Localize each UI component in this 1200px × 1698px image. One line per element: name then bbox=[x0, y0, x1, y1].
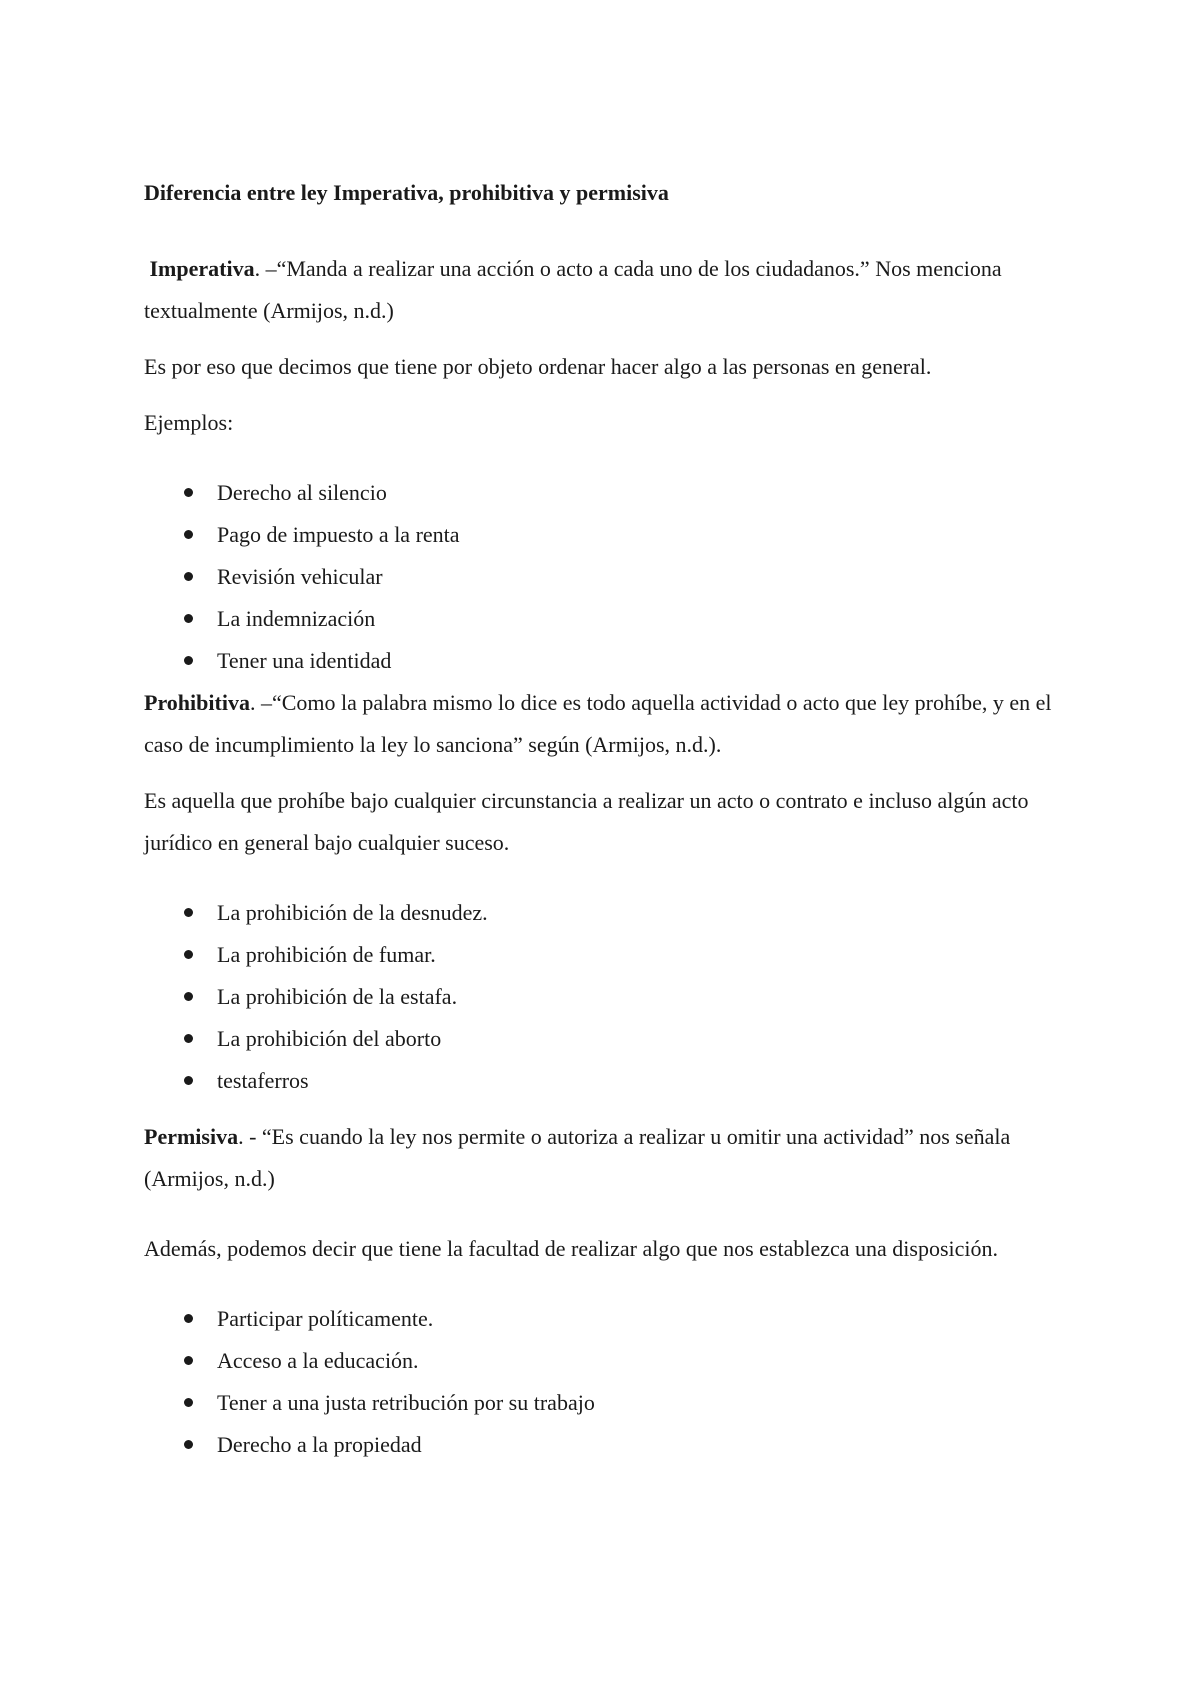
list-item: Tener una identidad bbox=[184, 640, 1056, 682]
permisiva-term: Permisiva bbox=[144, 1124, 239, 1149]
list-item: La prohibición de fumar. bbox=[184, 934, 1056, 976]
bullet-icon bbox=[184, 530, 193, 539]
list-item: Tener a una justa retribución por su trabajo bbox=[184, 1382, 1056, 1424]
document-page bbox=[144, 172, 1056, 1466]
prohibitiva-term: Prohibitiva bbox=[144, 690, 250, 715]
document-title: Diferencia entre ley Imperativa, prohibitiva y permisiva bbox=[144, 180, 669, 205]
list-item: La prohibición de la estafa. bbox=[184, 976, 1056, 1018]
bullet-icon bbox=[184, 992, 193, 1001]
list-item: Derecho a la propiedad bbox=[184, 1424, 1056, 1466]
list-item: Revisión vehicular bbox=[184, 556, 1056, 598]
list-item: Pago de impuesto a la renta bbox=[184, 514, 1056, 556]
imperativa-term: Imperativa bbox=[149, 256, 255, 281]
permisiva-definition-text: . - “Es cuando la ley nos permite o autoriza a realizar u omitir una actividad” nos señala (Armijos, n.d.) bbox=[144, 1124, 1011, 1191]
permisiva-explanation: Además, podemos decir que tiene la facultad de realizar algo que nos establezca una disposición. bbox=[144, 1236, 999, 1261]
bullet-icon bbox=[184, 1356, 193, 1365]
permisiva-examples-list bbox=[144, 1298, 1056, 1466]
list-item: La prohibición de la desnudez. bbox=[184, 892, 1056, 934]
list-item: La prohibición del aborto bbox=[184, 1018, 1056, 1060]
imperativa-definition-text: . –“Manda a realizar una acción o acto a cada uno de los ciudadanos.” Nos menciona textualmente (Armijos, n.d.) bbox=[144, 256, 1002, 323]
list-item: Participar políticamente. bbox=[184, 1298, 1056, 1340]
bullet-icon bbox=[184, 1034, 193, 1043]
list-item: testaferros bbox=[184, 1060, 1056, 1102]
prohibitiva-definition-text: . –“Como la palabra mismo lo dice es todo aquella actividad o acto que ley prohíbe, y en el caso de incumplimiento la ley lo sanciona” según (Armijos, n.d.). bbox=[144, 690, 1052, 757]
bullet-icon bbox=[184, 950, 193, 959]
bullet-icon bbox=[184, 488, 193, 497]
prohibitiva-definition bbox=[144, 682, 1056, 766]
list-item: Acceso a la educación. bbox=[184, 1340, 1056, 1382]
bullet-icon bbox=[184, 614, 193, 623]
imperativa-definition bbox=[144, 248, 1056, 332]
bullet-icon bbox=[184, 1398, 193, 1407]
imperativa-explanation: Es por eso que decimos que tiene por objeto ordenar hacer algo a las personas en general. bbox=[144, 354, 932, 379]
imperativa-examples-list bbox=[144, 472, 1056, 682]
bullet-icon bbox=[184, 1440, 193, 1449]
bullet-icon bbox=[184, 1314, 193, 1323]
permisiva-definition bbox=[144, 1116, 1056, 1200]
list-item: La indemnización bbox=[184, 598, 1056, 640]
bullet-icon bbox=[184, 1076, 193, 1085]
list-item: Derecho al silencio bbox=[184, 472, 1056, 514]
bullet-icon bbox=[184, 572, 193, 581]
prohibitiva-examples-list bbox=[144, 892, 1056, 1102]
examples-label: Ejemplos: bbox=[144, 410, 234, 435]
bullet-icon bbox=[184, 656, 193, 665]
prohibitiva-explanation: Es aquella que prohíbe bajo cualquier circunstancia a realizar un acto o contrato e incluso algún acto jurídico en general bajo cualquier suceso. bbox=[144, 788, 1029, 855]
bullet-icon bbox=[184, 908, 193, 917]
